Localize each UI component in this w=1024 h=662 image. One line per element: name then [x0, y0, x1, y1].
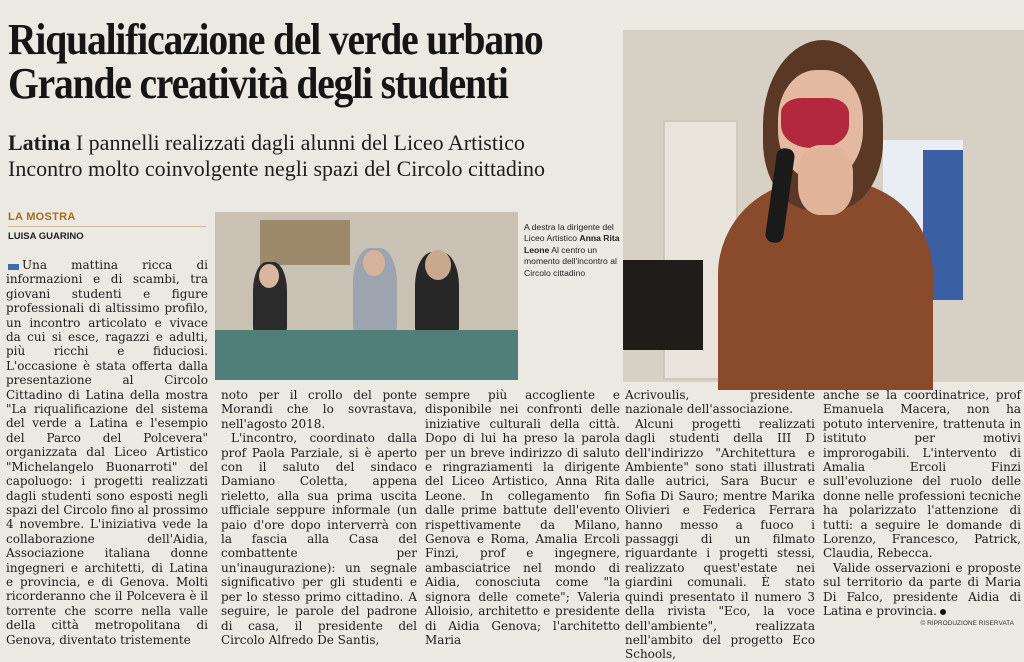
article-paragraph: noto per il crollo del ponte Morandi che lo sovrastava, nell'agosto 2018. [221, 388, 417, 431]
copyright-notice: © RIPRODUZIONE RISERVATA [920, 620, 1014, 627]
kicker-divider [8, 226, 206, 227]
subheadline [8, 130, 628, 182]
subhead-line-2: Incontro molto coinvolgente negli spazi del Circolo cittadino [8, 156, 546, 181]
article-column-2 [221, 388, 417, 647]
byline: LUISA GUARINO [8, 231, 84, 242]
subhead-line-1: I pannelli realizzati dagli alunni del Liceo Artistico [70, 130, 525, 155]
caption-name: Anna Rita Leone [524, 233, 620, 255]
dateline-place: Latina [8, 130, 71, 155]
article-paragraph: L'incontro, coordinato dalla prof Paola Parziale, si è aperto con il saluto del sindaco Damiano Coletta, appena rieletto, alla sua prima uscita ufficiale seppure informale (un paio d'ore dopo interverrà con la fascia alla Casa del combattente per un'inaugurazione): un segnale significativo per gli studenti e per lo stesso primo cittadino. A seguire, le parole del padrone di casa, il presidente del Circolo Alfredo De Santis, [221, 431, 417, 647]
headline [8, 15, 557, 108]
event-photo [215, 212, 518, 380]
end-of-article-mark [940, 609, 946, 615]
article-paragraph: Valide osservazioni e proposte sul territorio da parte di Maria Di Falco, presidente Aidia di Latina e provincia. [823, 560, 1021, 619]
article-column-5 [823, 388, 1021, 618]
article-paragraph: anche se la coordinatrice, prof Emanuela Macera, non ha potuto intervenire, trattenuta in istituto per motivi improrogabili. L'intervento di Amalia Ercoli Finzi sull'evoluzione del ruolo delle donne nelle professioni tecniche ha polarizzato l'attenzione di tutti: a seguire le domande di Lorenzo, Francesco, Patrick, Claudia, Rebecca. [823, 388, 1021, 561]
article-paragraph: Alcuni progetti realizzati dagli studenti della III D dell'indirizzo "Architettura e Ambiente" sono stati illustrati dalle autrici, Sara Bucur e Sofia Di Sauro; mentre Marika Olivieri e Federica Ferrara hanno messo a fuoco i passaggi di un filmato riguardante i progetti stessi, realizzato quest'estate nei giardini comunali. È stato quindi presentato il numero 3 della rivista "Eco, la voce dell'ambiente", realizzata nell'ambito del progetto Eco Schools, [625, 416, 815, 662]
article-column-1 [6, 258, 208, 647]
headline-line-2: Grande creatività degli studenti [8, 59, 508, 108]
article-column-3 [425, 388, 620, 647]
speaker-photo [623, 30, 1024, 382]
headline-line-1: Riqualificazione del verde urbano [8, 15, 543, 64]
article-paragraph: Una mattina ricca di informazioni e di scambi, tra giovani studenti e figure professionali di altissimo profilo, un incontro articolato e vivace da cui si esce, ragazzi e adulti, più ricchi e fiduciosi. L'occasione è stata offerta dalla presentazione al Circolo Cittadino di Latina della mostra "La riqualificazione del sistema del verde a Latina e l'esempio del Parco del Polcevera" organizzata dal Liceo Artistico "Michelangelo Buonarroti" del capoluogo: i progetti realizzati dagli studenti sono esposti negli spazi del Circolo fino al prossimo 4 novembre. L'iniziativa vede la collaborazione dell'Aidia, Associazione italiana donne ingegneri e architetti, di Latina e provincia, e di Genova. Molti ricorderanno che il Polcevera è il torrente che scorre nella valle della città metropolitana di Genova, diventato tristemente [6, 258, 208, 647]
article-paragraph: Acrivoulis, presidente nazionale dell'associazione. [625, 388, 815, 417]
article-column-4 [625, 388, 815, 662]
photo-caption: A destra la dirigente del Liceo Artistico Anna Rita Leone Al centro un momento dell'incontro al Circolo cittadino [524, 222, 620, 278]
section-kicker: LA MOSTRA [8, 211, 76, 223]
article-paragraph: sempre più accogliente e disponibile nei confronti delle iniziative culturali della città. Dopo di lui ha preso la parola per un breve indirizzo di saluto e ringraziamenti la dirigente del Liceo Artistico, Anna Rita Leone. In collegamento fin dalle prime battute dell'evento rispettivamente da Milano, Genova e Roma, Amalia Ercoli Finzi, prof e ingegnere, ambasciatrice nel mondo di Aidia, conosciuta come "la signora delle comete"; Valeria Alloisio, architetto e presidente di Aidia Genova; l'architetto Maria [425, 388, 620, 647]
